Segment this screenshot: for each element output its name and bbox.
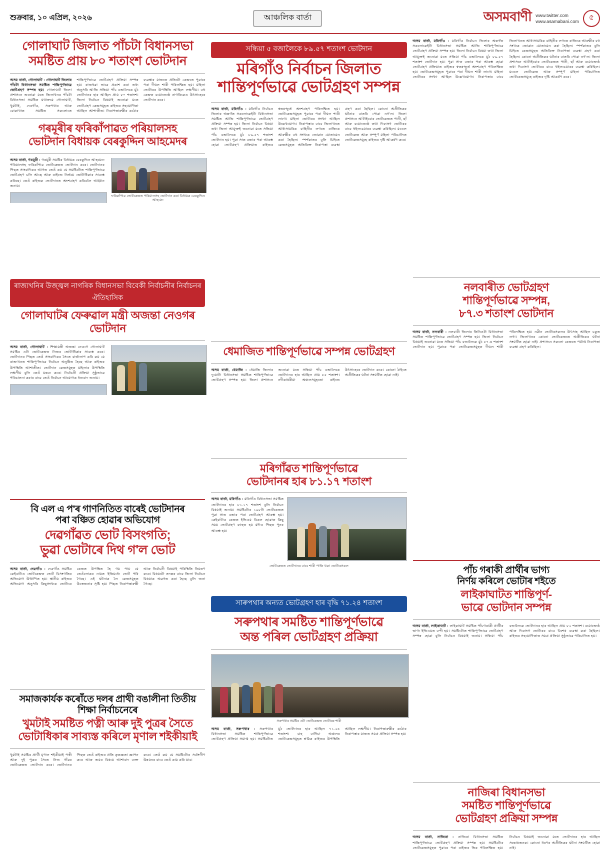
rs1-headline — [413, 282, 600, 321]
photo-people — [117, 166, 158, 190]
sub2-byline: অসম বাৰ্তা, মৰিগাঁও : — [211, 497, 244, 502]
sub3-headline-line2: অন্ত পৰিল ভোটগ্ৰহণ প্ৰক্ৰিয়া — [240, 630, 378, 645]
article2-photo-caption: ফৰিকাঁপাৱ ভোটকেন্দ্ৰত পৰিয়ালসহ ভোটদান কৰা বিধায়ক বেৰকুদ্দিন আহমেদ — [111, 193, 205, 203]
article6-kicker: সমাজকাৰ্যক কৰোঁতে দলৰ প্ৰাথী বঙালীনা তিতীয় শিক্ষা নিৰ্বাচনেৰে — [19, 693, 196, 716]
sub1-headline: ধেমাজিত শান্তিপূৰ্ণভাৱে সম্পন্ন ভোটগ্ৰহণ — [223, 345, 395, 358]
article5-byline: অসম বাৰ্তা, দেৱগাঁও : — [10, 566, 46, 571]
sub2-text: মৰিগাঁও বিধানসভা সমষ্টিত ভোটদানৰ হাৰ ৮১.১৭ শতাংশ বুলি নিৰ্বাচন বিষয়াই জনায়। সমষ্টিটোৰ ১৯৮টা ভোটকেন্দ্ৰত পুৱা সাত বজাৰ পৰা ভোটগ্ৰহণ আৰম্ভ হয়। কেইবাটাও কেন্দ্ৰত ইভিএম বিকল হোৱাত কিছু সময় ভোটগ্ৰহণ ব্যাহত হয় যদিও পিছত পুনৰ আৰম্ভ হয়। — [211, 497, 284, 533]
article6-headline — [10, 718, 205, 744]
photo-people — [220, 682, 283, 713]
logo-sub-line1: www.twitter.com — [535, 12, 569, 18]
sub3-kicker: সাৰুপথাৰ অন্যত ভোটগ্ৰহণ হাৰ বৃদ্ধি ৭১.২৪ শতাংশ — [211, 596, 406, 612]
lead-headline — [10, 39, 205, 69]
sub1-text: ধেমাজি জিলাৰ দুয়োটা বিধানসভা সমষ্টিত শান্তিপূৰ্ণভাৱে ভোটগ্ৰহণ সম্পন্ন হয়। জিলা প্ৰশাসনে জনোৱা মতে সন্ধিয়া পাঁচ বজালৈকে ভোটদানৰ হাৰ আছিল প্ৰায় ৮৫ শতাংশ। নদীকাষৰীয়া অঞ্চলসমূহতো ৰাইজে উৎসাহেৰে ভোটদান কৰে। কোনো ঠাইতে অপ্ৰীতিকৰ ঘটনা সংঘটিত হোৱা নাই। — [211, 367, 407, 382]
rs1-headline-line2: শান্তিপূৰ্ণভাৱে সম্পন্ন, — [462, 294, 550, 307]
lead-headline-line1: গোলাঘাট জিলাত পাঁচটা বিধানসভা — [22, 39, 194, 53]
rs4-headline-line2: সমষ্টিত শান্তিপূৰ্ণভাৱে — [461, 800, 551, 813]
lead-byline: অসম বাৰ্তা, গোলাঘাট : গোলাঘাট জিলাৰ পাঁচটা বিধানসভা সমষ্টিত শান্তিপূৰ্ণভাৱে ভোটগ্ৰহণ সম্পন্ন হয়। — [10, 77, 72, 92]
rs4-byline: অসম বাৰ্তা, নাজিৰা : — [412, 835, 454, 840]
article6-body: খুমটাই সমষ্টিৰ প্ৰাৰ্থী মৃণাল শইকীয়াই পত্নী আৰু দুই পুত্ৰৰ সৈতে নিজ গাঁৱৰ ভোটকেন্দ্ৰত ভোটদান কৰে। ভোটদানৰ পিছত তেওঁ ৰাইজৰ প্ৰতি কৃতজ্ঞতা জ্ঞাপন কৰে আৰু জয়ৰ বিষয়ে আশাবাদ ব্যক্ত কৰে। তেওঁ কয় যে সমষ্টিটোৰ সৰ্বাংগীণ উন্নয়নৰ বাবে তেওঁ কাম কৰি যাব। — [10, 753, 206, 768]
article2-byline: অসম বাৰ্তা, গৰমূৰী : — [10, 157, 41, 162]
article6-headline-line2: ভোটাধিকাৰ সাব্যস্ত কৰিলে মৃণাল শইকীয়াই — [18, 731, 198, 744]
rs4-text: নাজিৰা বিধানসভা সমষ্টিত শান্তিপূৰ্ণভাৱে ভোটগ্ৰহণ প্ৰক্ৰিয়া সম্পন্ন হয়। সমষ্টিটোৰ ভোটকেন্দ্ৰসমূহত পুৱাৰে পৰা ৰাইজৰ ভিৰ পৰিলক্ষিত হয়। নিৰ্বাচন বিষয়াই জনোৱা মতে ভোটদানৰ হাৰ আছিল সন্তোষজনক। কোনো ধৰণৰ অপ্ৰীতিকৰ ঘটনা সংঘটিত হোৱা নাই। — [412, 835, 600, 850]
lead-article-body — [10, 78, 205, 114]
sub1-byline: অসম বাৰ্তা, ধেমাজি : — [211, 367, 247, 372]
photo-people — [297, 523, 349, 557]
sub3-byline: অসম বাৰ্তা, সৰুপথাৰ : — [211, 726, 256, 731]
main-kicker: সন্ধিয়া ৫ বজালৈকে ৮৯.৫৭ শতাংশ ভোটদান — [211, 42, 406, 58]
rs2-kicker — [413, 565, 600, 587]
masthead — [10, 8, 600, 34]
column-center — [211, 39, 406, 851]
main-article-body — [211, 107, 406, 337]
column-right — [413, 39, 600, 851]
right-top-text: মৰিগাঁও নিৰ্বাচন জিলাৰ অন্তৰ্গত সকলোকেইটা বিধানসভা সমষ্টিত আজি শান্তিপূৰ্ণভাৱে ভোটগ্ৰহণ প্ৰক্ৰিয়া সম্পন্ন হয়। জিলা নিৰ্বাচন বিষয়া তথা জিলা আয়ুক্তই জনোৱা মতে সন্ধিয়া পাঁচ বজালৈকে মুঠ ৮৯.৫৭ শতাংশ ভোটদান হয়। পুৱা সাত বজাৰ পৰা আৰম্ভ হোৱা ভোটগ্ৰহণ প্ৰক্ৰিয়াত ৰাইজৰ স্বতঃস্ফূৰ্ত অংশগ্ৰহণ পৰিলক্ষিত হয়। ভোটকেন্দ্ৰসমূহত পুৱাৰে পৰা দীঘল শাৰী লাগে। মহিলা ভোটাৰৰ সংখ্যা আছিল উল্লেখযোগ্য। — [412, 39, 504, 80]
rs4-headline-line3: ভোটগ্ৰহণ প্ৰক্ৰিয়া সম্পন্ন — [455, 813, 558, 826]
rs2-kicker-line1: পাঁচ গৰাকী প্ৰাৰ্থীৰ ভাগ্য — [463, 564, 550, 576]
main-byline: অসম বাৰ্তা, মৰিগাঁও : — [211, 106, 247, 111]
rs3-body — [413, 624, 600, 779]
rs1-byline: অসম বাৰ্তা, নলবাৰী : — [412, 329, 447, 334]
logo-sub-line2: www.asamabani.com — [535, 18, 579, 24]
rs1-body — [413, 330, 600, 556]
rs3-text: লাইকাঘাট সমষ্টিত পাঁচগৰাকী প্ৰাৰ্থীৰ ভাগ্য ইভিএমত বন্দী হয়। সমষ্টিটোত শান্তিপূৰ্ণভাৱে ভোটগ্ৰহণ সম্পন্ন হোৱা বুলি নিৰ্বাচন বিষয়াই জনায়। সন্ধিয়া পাঁচ বজালৈকে ভোটদানৰ হাৰ আছিল প্ৰায় ৮২ শতাংশ। বয়োজ্যেষ্ঠ আৰু দিব্যাংগ ভোটাৰৰ বাবে বিশেষ ব্যৱস্থা কৰা হৈছিল। ৰাইজৰ সহযোগিতাত সমগ্ৰ প্ৰক্ৰিয়া সুষ্ঠুভাৱে পৰিচালিত হয়। — [412, 623, 600, 639]
publication-date: শুক্রবার, ১০ এপ্রিল, ২০২৬ — [10, 12, 92, 22]
strip-kicker: ৰাজ্যখনিৰ উজ্জ্বল নাগৰিক বিধানসভা বিবেকী নিৰ্বাচনীৰ নিৰ্বাচনৰ ঐতিহাসিক — [10, 279, 205, 307]
page-number-badge: ৫ — [583, 10, 600, 27]
rs4-headline-line1: নাজিৰা বিধানসভা — [467, 787, 545, 800]
article4-kicker-line2: পৰা বঞ্চিত হোৱাৰ অভিযোগ — [55, 515, 160, 526]
right-top-text-3: জিলা প্ৰশাসনে আটাইবোৰ ভোটকেন্দ্ৰত পানী, ছাঁ আৰু বয়োজ্যেষ্ঠ তথা দিব্যাংগ ভোটাৰৰ বাবে হুইলচেয়াৰৰ ব্যৱস্থা কৰিছিল। মডেল ভোটকেন্দ্ৰ আৰু সম্পূৰ্ণ মহিলা পৰিচালিত ভোটকেন্দ্ৰসমূহে ৰাইজৰ দৃষ্টি আকৰ্ষণ কৰে। — [509, 54, 600, 80]
rs4-body — [413, 835, 600, 851]
article4-kicker-line1: বি এল এ প'ৰ গাণনিতিত বাৰেই ভোটদানৰ — [30, 503, 185, 515]
sub2-photo — [287, 497, 407, 561]
sub2-headline-line2: ভোটদানৰ হাৰ ৮১.১৭ শতাংশ — [246, 475, 372, 488]
article2-headline-line1: গৰমূৰীৰ ফৰিকাঁপাৱত পৰিয়ালসহ — [38, 122, 178, 135]
page-columns — [10, 39, 600, 851]
sub3-photo — [211, 654, 408, 718]
sub2-body — [211, 497, 406, 593]
article5-headline — [10, 528, 205, 558]
sub3-headline — [211, 615, 406, 645]
article3-text: শিক্ষামন্ত্ৰী অজন্তা নেওগে গোলাঘাট সমষ্টিৰ এটা ভোটকেন্দ্ৰত নিজৰ ভোটাধিকাৰ সাব্যস্ত কৰে। ভোটদানৰ পিছত তেওঁ সাংবাদিকৰ সৈতে বাৰ্তালাপ কৰি কয় যে ৰাজ্যখনত শান্তিপূৰ্ণভাৱে নিৰ্বাচন অনুষ্ঠিত হৈছে আৰু ৰাইজৰ উপস্থিতি আশাতীত। ভোটদান কেন্দ্ৰসমূহত মহিলাৰ উপস্থিতি লক্ষণীয় বুলি তেওঁ মন্তব্য কৰে। নিৰ্বাচনী প্ৰক্ৰিয়া সুষ্ঠুভাৱে পৰিচালনা কৰাৰ বাবে তেওঁ নিৰ্বাচন আয়োগক ধন্যবাদ জনায়। — [10, 344, 105, 381]
article2-body — [10, 158, 205, 276]
main-body-1: মৰিগাঁও নিৰ্বাচন জিলাৰ অন্তৰ্গত সকলোকেইটা বিধানসভা সমষ্টিত আজি শান্তিপূৰ্ণভাৱে ভোটগ্ৰহণ প্ৰক্ৰিয়া সম্পন্ন হয়। জিলা নিৰ্বাচন বিষয়া তথা জিলা আয়ুক্তই জনোৱা মতে সন্ধিয়া পাঁচ বজালৈকে মুঠ ৮৯.৫৭ শতাংশ ভোটদান হয়। পুৱা সাত বজাৰ পৰা আৰম্ভ হোৱা ভোটগ্ৰহণ প্ৰক্ৰিয়াত ৰাইজৰ স্বতঃস্ফূৰ্ত অংশগ্ৰহণ পৰিলক্ষিত হয়। ভোটকেন্দ্ৰসমূহত পুৱাৰে পৰা দীঘল শাৰী লাগে। মহিলা ভোটাৰৰ সংখ্যা আছিল উল্লেখযোগ্য। — [211, 106, 340, 147]
sub2-headline — [211, 463, 406, 489]
photo-people — [117, 361, 147, 391]
article5-headline-line2: ভুৱা ভোটাৰে দিথ গ'ল ভোট — [40, 542, 176, 557]
sub3-body — [211, 727, 406, 851]
logo-sub — [536, 13, 579, 24]
rs3-headline-line2: ভাৱে ভোটদান সম্পন্ন — [461, 601, 552, 614]
article5-body — [10, 567, 205, 685]
rs3-headline — [413, 589, 600, 615]
right-top-filler — [413, 39, 600, 273]
section-label: আঞ্চলিক বাৰ্তা — [253, 10, 323, 27]
rs1-text: নলবাৰী জিলাৰ তিনিওটা বিধানসভা সমষ্টিত শান্তিপূৰ্ণভাৱে ভোটগ্ৰহণ সম্পন্ন হয়। জিলা নিৰ্বাচন বিষয়াই জনোৱা মতে সন্ধিয়া পাঁচ বজালৈকে মুঠ ৮৭.৩ শতাংশ ভোটদান হয়। পুৱাৰে পৰা ভোটকেন্দ্ৰসমূহত দীঘল শাৰী পৰিলক্ষিত হয়। নৱীন ভোটাৰসকলৰ উৎসাহ আছিল চকুত লগা। জিলাখনৰ কোনো ভোটকেন্দ্ৰতে অপ্ৰীতিকৰ ঘটনা সংঘটিত হোৱা নাই। প্ৰশাসনে সকলো কেন্দ্ৰতে পৰ্যাপ্ত নিৰাপত্তা ব্যৱস্থা গ্ৰহণ কৰিছিল। — [412, 329, 600, 350]
rs3-byline: অসম বাৰ্তা, লাইকাঘাট : — [412, 623, 449, 628]
rs2-kicker-line2: নিৰ্ণয় কৰিলে ভোটাৰ শইতে — [456, 575, 556, 587]
newspaper-logo — [483, 8, 600, 29]
article3-byline: অসম বাৰ্তা, গোলাঘাট : — [10, 344, 49, 349]
sub1-body — [211, 368, 406, 454]
main-headline — [211, 61, 406, 98]
article6-headline-line1: খুমটাই সমষ্টিত পত্নী আৰু দুই পুত্ৰৰ সৈতে — [22, 718, 193, 731]
sub3-headline-line1: সৰুপথাৰ সমষ্টিত শান্তিপূৰ্ণভাৱে — [234, 615, 384, 630]
article5-headline-line1: দেৱগাঁৱত ভোট বিসংগতি; — [44, 528, 171, 543]
logo-name: অসমবাণী — [483, 9, 532, 24]
column-left — [10, 39, 205, 851]
sub2-photo-caption: ভোটকেন্দ্ৰত ভোটদানৰ বাবে শাৰী পাতি থকা ভোটাৰসকল — [269, 564, 349, 569]
rs4-headline — [413, 787, 600, 826]
sub3-photo-caption: সৰুপথাৰ সমষ্টিৰ এটা ভোটকেন্দ্ৰত ভোটাৰৰ শাৰী — [276, 718, 342, 723]
rs1-headline-line3: ৮৭.৩ শতাংশ ভোটদান — [459, 307, 554, 320]
article2-text: গৰমূৰী সমষ্টিৰ বিধায়ক বেৰকুদ্দিন আহমেদে পৰিয়ালসহ ফৰিকাঁপাৱ ভোটকেন্দ্ৰত ভোটদান কৰে। ভোটদানৰ পিছত সাংবাদিকৰ আগত তেওঁ কয় যে সমষ্টিটোত শান্তিপূৰ্ণভাৱে ভোটগ্ৰহণ চলি আছে আৰু ৰাইজে নিৰ্ভয়ে ভোটাধিকাৰ সাব্যস্ত কৰিছে। তেওঁ ৰাইজক ভোটদানত অংশগ্ৰহণ কৰিবলৈ আহ্বান জনায়। — [10, 157, 105, 188]
sub2-headline-line1: মৰিগাঁৱত শান্তিপূৰ্ণভাৱে — [260, 462, 358, 475]
rs3-headline-line1: লাইকাঘাটত শান্তিপূৰ্ণ- — [460, 589, 552, 601]
right-top-byline: অসম বাৰ্তা, মৰিগাঁও : — [412, 39, 450, 43]
main-body-2: নিৰাপত্তাৰ বাবে জিলাখনত আধাসামৰিক বাহিনীৰ লগতে ৰাজ্যিক আৰক্ষীৰ বহু সংখ্যক জোৱান মোতায়েন কৰা হৈছিল। স্পৰ্শকাতৰ বুলি চিহ্নিত কেন্দ্ৰসমূহত অতিৰিক্ত নিৰাপত্তা ব্যৱস্থা গ্ৰহণ কৰা হৈছিল। কোনো অপ্ৰীতিকৰ ঘটনাৰ বাতৰি পোৱা নগ'ল। — [278, 106, 407, 147]
main-headline-line2: শান্তিপূৰ্ণভাৱে ভোটগ্ৰহণ সম্পন্ন — [217, 79, 401, 97]
article3-body — [10, 345, 205, 495]
article4-kicker — [10, 504, 205, 526]
article5-text: দেৱগাঁও সমষ্টিৰ কেইবাটাও ভোটকেন্দ্ৰত ভোট বিসংগতিৰ অভিযোগ উত্থাপিত হয়। স্থানীয় ৰাইজৰ অভিযোগ অনুসৰি কিছুসংখ্যক ভোটাৰে কেন্দ্ৰত উপস্থিত হৈ গম পায় যে তেওঁলোকৰ নামত ইতিমধ্যে ভোট পৰি গৈছে। এই ঘটনাক লৈ কেন্দ্ৰসমূহত উত্তেজনাৰ সৃষ্টি হয়। পিছত নিৰাপত্তাৰক্ষী আৰু নিৰ্বাচনী বিষয়াই পৰিস্থিতি নিয়ন্ত্ৰণ কৰে। বিষয়টো তদন্তৰ বাবে জিলা নিৰ্বাচন বিষয়াক অৱগত কৰা হৈছে বুলি জনা গৈছে। — [10, 566, 206, 587]
main-body-3: জিলা প্ৰশাসনে আটাইবোৰ ভোটকেন্দ্ৰত পানী, ছাঁ আৰু বয়োজ্যেষ্ঠ তথা দিব্যাংগ ভোটাৰৰ বাবে হুইলচেয়াৰৰ ব্যৱস্থা কৰিছিল। মডেল ভোটকেন্দ্ৰ আৰু সম্পূৰ্ণ মহিলা পৰিচালিত ভোটকেন্দ্ৰসমূহে ৰাইজৰ দৃষ্টি আকৰ্ষণ কৰে। — [344, 111, 407, 142]
rs1-headline-line1: নলবাৰীত ভোটগ্ৰহণ — [463, 281, 549, 294]
lead-headline-line2: সমষ্টিত প্ৰায় ৮০ শতাংশ ভোটদান — [28, 53, 187, 68]
sub3-text: সৰুপথাৰ বিধানসভা সমষ্টিত শান্তিপূৰ্ণভাৱে ভোটগ্ৰহণ প্ৰক্ৰিয়া সমাপ্ত হয়। সমষ্টিটোত মুঠ ভোটদানৰ হাৰ আছিল ৭১.২৪ শতাংশ। চাহ বাগিচা অঞ্চলৰ ভোটকেন্দ্ৰসমূহত শ্ৰমিক ৰাইজৰ উপস্থিতি আছিল লক্ষণীয়। নিৰাপত্তাৰক্ষীৰ কঠোৰ নিৰাপত্তাৰ মাজত সমগ্ৰ প্ৰক্ৰিয়া সম্পন্ন হয়। — [211, 726, 407, 742]
lead-body: গোলাঘাট জিলা প্ৰশাসনে জনোৱা মতে জিলাখনৰ পাঁচটা বিধানসভা সমষ্টিত যথাক্ৰমে গোলাঘাট, খুমটাই, দেৰগাঁও, সৰুপথাৰ আৰু বোকাখাত সমষ্টিত সকলোতে শান্তিপূৰ্ণভাৱে ভোটগ্ৰহণ প্ৰক্ৰিয়া সম্পন্ন হয়। ৰাজহুৱা ভাৱে প্ৰকাশ কৰা তথ্য অনুসৰি আজি সন্ধিয়া পাঁচ বজালৈকে মুঠ ভোটদানৰ হাৰ আছিল প্ৰায় ৮০ শতাংশ। জিলা নিৰ্বাচন বিষয়াই জনোৱা মতে ভোটগ্ৰহণ কেন্দ্ৰসমূহত ৰাইজৰ সহযোগিতা আছিল আশাতীত। নিৰাপত্তাৰক্ষীৰ কঠোৰ ব্যৱস্থাৰ মাজতে প্ৰতিটো কেন্দ্ৰতে পুৱাৰে পৰা দীঘল শাৰী পৰিলক্ষিত হয়। মহিলা ভোটাৰৰ উপস্থিতি আছিল লক্ষণীয়। বহু কেন্দ্ৰত বয়োজ্যেষ্ঠ নাগৰিকেও উৎসাহেৰে ভোটদান কৰে। — [10, 77, 206, 113]
main-headline-line1: মৰিগাঁও নিৰ্বাচন জিলাত — [236, 61, 382, 78]
article2-headline — [10, 123, 205, 149]
article2-headline-line2: ভোটদান বিধায়ক বেৰকুদ্দিন আহমেদৰ — [28, 135, 187, 148]
right-top-text-2: নিৰাপত্তাৰ বাবে জিলাখনত আধাসামৰিক বাহিনীৰ লগতে ৰাজ্যিক আৰক্ষীৰ বহু সংখ্যক জোৱান মোতায়েন কৰা হৈছিল। স্পৰ্শকাতৰ বুলি চিহ্নিত কেন্দ্ৰসমূহত অতিৰিক্ত নিৰাপত্তা ব্যৱস্থা গ্ৰহণ কৰা হৈছিল। কোনো অপ্ৰীতিকৰ ঘটনাৰ বাতৰি পোৱা নগ'ল। — [478, 39, 600, 80]
article3-headline: গোলাঘাটৰ ফেৰুৱাল মন্ত্ৰী অজন্তা নেওগৰ ভোটদান — [20, 309, 195, 335]
